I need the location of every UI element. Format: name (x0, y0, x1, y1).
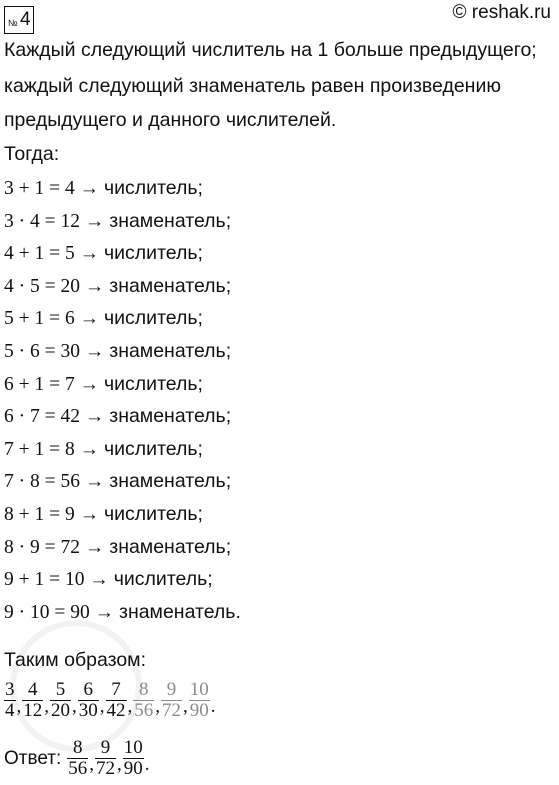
separator: . (144, 753, 150, 775)
fraction (123, 738, 144, 779)
answer-row (4, 738, 151, 779)
fraction-numerator: 8 (73, 737, 83, 758)
step-line: 9 + 1 = 10 → числитель; (4, 568, 213, 591)
separator: , (99, 695, 105, 717)
answer-label: Ответ: (4, 747, 62, 769)
steps-list (4, 172, 241, 628)
fraction-sequence (4, 680, 217, 721)
fraction-numerator: 10 (123, 737, 143, 758)
fraction-denominator: 72 (162, 700, 181, 721)
separator: , (183, 695, 188, 717)
step-line: 7 · 8 = 56 → знаменатель; (4, 470, 232, 493)
fraction-denominator: 56 (68, 758, 88, 779)
fraction-denominator: 12 (23, 700, 43, 721)
separator: , (89, 753, 95, 775)
fraction (189, 680, 210, 721)
step-line: 6 + 1 = 7 → числитель; (4, 372, 203, 395)
fraction-numerator: 6 (83, 679, 93, 700)
fraction (95, 738, 116, 779)
fraction-numerator: 5 (55, 679, 66, 700)
intro-line-2: каждый следующий знаменатель равен произведению (4, 75, 501, 97)
fraction-numerator: 9 (166, 679, 177, 700)
step-line: 8 + 1 = 9 → числитель; (4, 502, 203, 525)
fraction-numerator: 10 (189, 679, 209, 700)
step-line: 6 · 7 = 42 → знаменатель; (4, 405, 232, 428)
step-line: 4 + 1 = 5 → числитель; (4, 242, 203, 265)
badge-number: 4 (20, 9, 31, 30)
then-label: Тогда: (4, 143, 60, 165)
fraction-denominator: 90 (189, 700, 209, 721)
step-line: 5 · 6 = 30 → знаменатель; (4, 339, 232, 362)
fraction-denominator: 90 (123, 758, 143, 779)
separator: , (16, 695, 22, 717)
fraction-numerator: 4 (28, 679, 38, 700)
fraction (78, 680, 99, 721)
intro-line-1: Каждый следующий числитель на 1 больше предыдущего; (4, 39, 537, 61)
fraction-numerator: 7 (111, 679, 121, 700)
fraction-denominator: 4 (5, 700, 15, 721)
step-line: 7 + 1 = 8 → числитель; (4, 437, 203, 460)
step-line: 3 + 1 = 4 → числитель; (4, 177, 203, 199)
step-line: 3 · 4 = 12 → знаменатель; (4, 209, 232, 232)
separator: , (117, 753, 122, 775)
fraction-numerator: 3 (5, 679, 15, 700)
fraction (22, 680, 43, 721)
separator: , (72, 695, 77, 717)
fraction-denominator: 56 (134, 700, 154, 721)
step-line: 5 + 1 = 6 → числитель; (4, 307, 203, 330)
badge-prefix: № (8, 18, 18, 28)
fraction-denominator: 30 (78, 700, 98, 721)
fraction (67, 738, 88, 779)
step-line: 8 · 9 = 72 → знаменатель; (4, 535, 232, 558)
fraction-denominator: 42 (106, 700, 126, 721)
fraction-numerator: 8 (139, 679, 149, 700)
fraction-numerator: 9 (100, 737, 111, 758)
fraction (106, 680, 127, 721)
separator: , (44, 695, 49, 717)
separator: , (155, 695, 160, 717)
step-line: 9 · 10 = 90 → знаменатель. (4, 600, 241, 623)
fraction-denominator: 20 (51, 700, 70, 721)
fraction (50, 680, 71, 721)
fraction (161, 680, 182, 721)
fraction (133, 680, 154, 721)
intro-line-3: предыдущего и данного числителей. (4, 109, 337, 131)
separator: . (210, 695, 216, 717)
separator: , (127, 695, 133, 717)
thus-label: Таким образом: (4, 649, 147, 671)
task-number-badge (4, 6, 34, 34)
fraction-denominator: 72 (96, 758, 116, 779)
fraction (4, 680, 16, 721)
step-line: 4 · 5 = 20 → знаменатель; (4, 274, 232, 297)
copyright-text: © reshak.ru (452, 2, 551, 23)
